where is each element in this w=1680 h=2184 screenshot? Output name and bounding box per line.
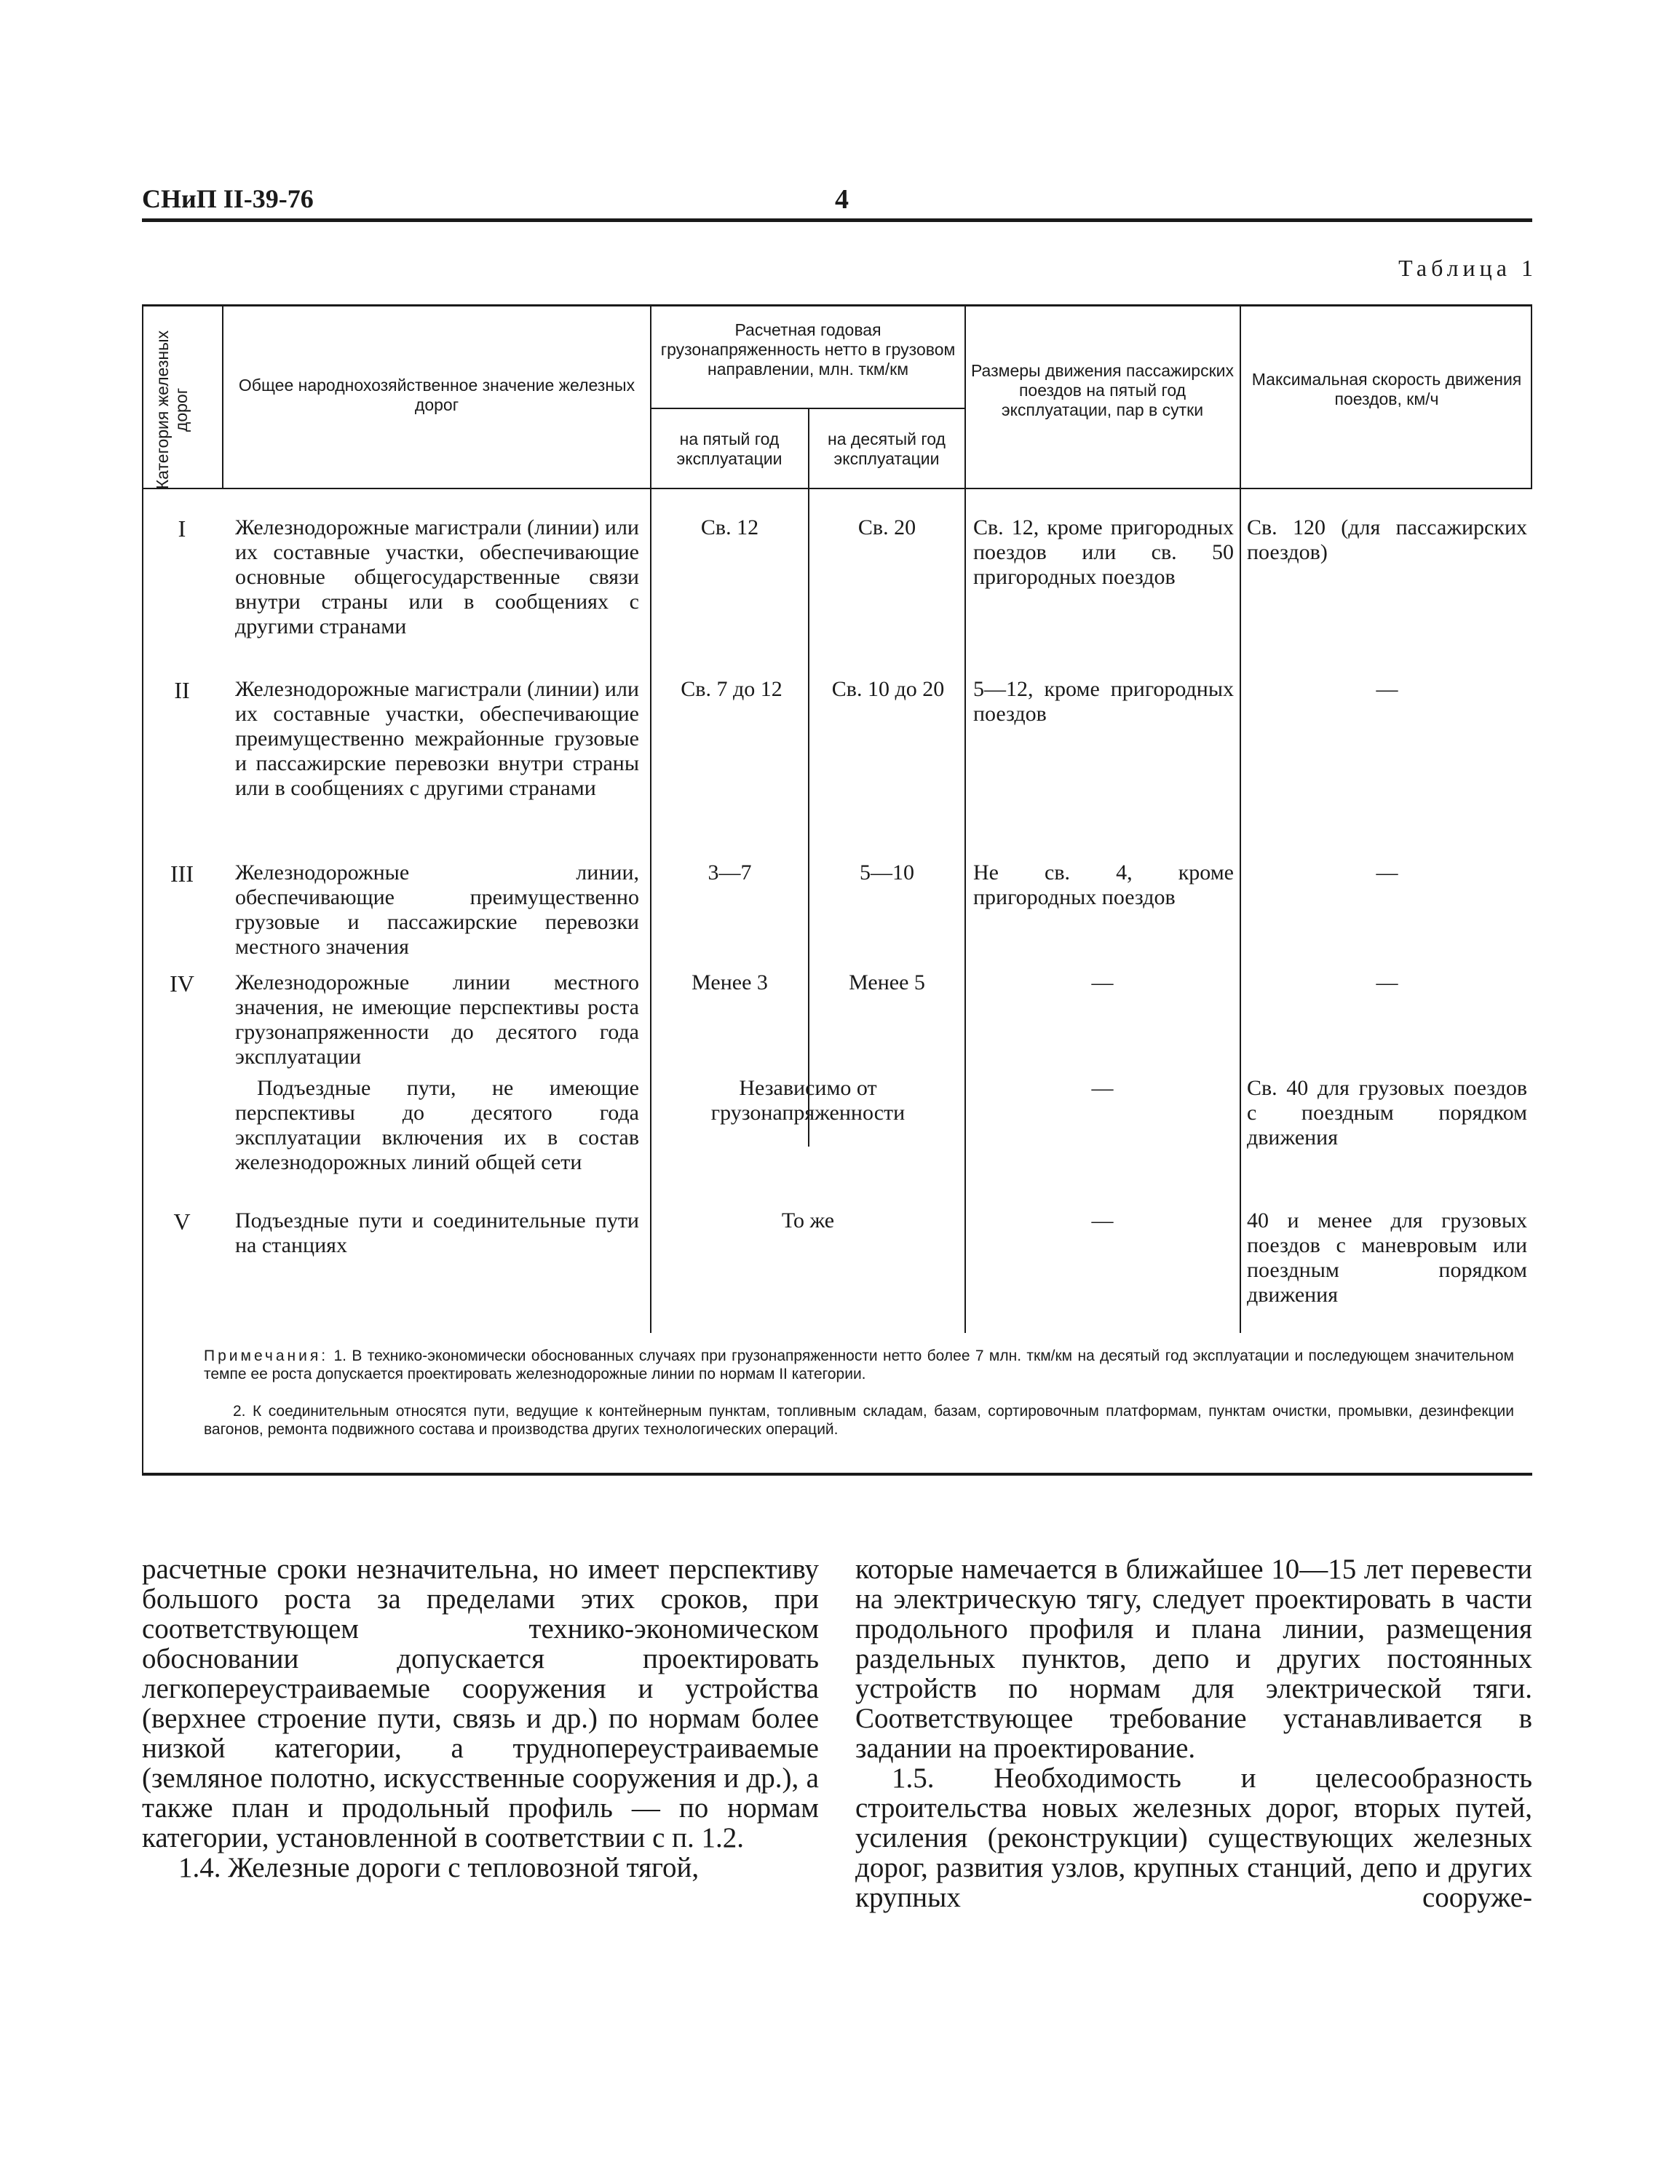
row-2-category: II	[174, 677, 190, 703]
row-6-freight-merged: То же	[781, 1208, 835, 1233]
row-4-significance: Железнодорожные линии местного значения, не имеющие перспективы роста грузонапряженности до десятого года эксплуатации	[235, 970, 639, 1069]
row-5-passenger: —	[1091, 1076, 1114, 1100]
left-paragraph-1: расчетные сроки незначительна, но имеет перспективу большого роста за пределами этих сроков, при соответствующем технико-экономическом обосновании допускается проектировать легкопереустраиваемые сооружения и устройства (верхнее строение пути, связь и др.) по нормам более низкой категории, а труднопереустраиваемые (земляное полотно, искусственные сооружения и др.), а также план и продольный профиль — по нормам категории, установленной в соответствии с п. 1.2.	[142, 1554, 819, 1853]
page-header	[142, 183, 1532, 220]
row-1-fifth-year: Св. 12	[700, 515, 759, 539]
right-paragraph-1: которые намечается в ближайшее 10—15 лет перевести на электрическую тягу, следует проектировать в части продольного профиля и плана линии, размещения раздельных пунктов, депо и других постоянных устройств по нормам для электрической тяги. Соответствующее требование устанавливается в задании на проектирование.	[855, 1554, 1532, 1764]
row-4-category: IV	[170, 970, 194, 997]
page-number: 4	[835, 184, 849, 215]
table-caption: Таблица 1	[1398, 255, 1537, 281]
header-bottom-border	[142, 488, 1532, 489]
row-2-max-speed: —	[1376, 677, 1398, 701]
row-1-max-speed: Св. 120 (для пассажирских поездов)	[1247, 515, 1527, 564]
row-1-passenger: Св. 12, кроме пригородных поездов или св. 50 пригородных поездов	[973, 515, 1234, 589]
row-2-tenth-year: Св. 10 до 20	[831, 677, 945, 701]
body-left-column	[142, 1554, 819, 1883]
table-note-1	[204, 1347, 1514, 1383]
col-divider-5	[1240, 304, 1241, 1333]
left-paragraph-2: 1.4. Железные дороги с тепловозной тягой,	[178, 1852, 700, 1883]
col-divider-2	[650, 304, 651, 1333]
header-tenth-year: на десятый год эксплуатации	[828, 430, 946, 468]
table-right-border	[1531, 304, 1532, 488]
row-6-significance: Подъездные пути и соединительные пути на станциях	[235, 1208, 639, 1257]
col-divider-4	[964, 304, 966, 1333]
table-bottom-border	[142, 1473, 1532, 1476]
row-5-significance: Подъездные пути, не имеющие перспективы до десятого года эксплуатации включения их в состав железнодорожных линий общей сети	[235, 1076, 639, 1174]
row-5-freight-merged: Независимо от грузонапряженности	[710, 1076, 906, 1125]
row-4-fifth-year: Менее 3	[692, 970, 768, 994]
header-max-speed: Максимальная скорость движения поездов, км/ч	[1251, 370, 1522, 408]
row-4-tenth-year: Менее 5	[849, 970, 925, 994]
col-divider-1	[222, 304, 223, 488]
header-significance: Общее народнохозяйственное значение железных дорог	[238, 376, 635, 414]
table-left-border	[142, 304, 143, 1474]
row-2-passenger: 5—12, кроме пригородных поездов	[973, 677, 1234, 726]
row-1-tenth-year: Св. 20	[857, 515, 916, 539]
row-4-passenger: —	[1091, 970, 1114, 994]
header-fifth-year: на пятый год эксплуатации	[676, 430, 782, 468]
row-1-significance: Железнодорожные магистрали (линии) или их составные участки, обеспечивающие основные общегосударственные связи внутри страны или в сообщениях с другими странами	[235, 515, 639, 638]
row-3-category: III	[170, 860, 194, 887]
row-5-max-speed: Св. 40 для грузовых поездов с поездным порядком движения	[1247, 1076, 1527, 1150]
table-note-2: 2. К соединительным относятся пути, ведущие к контейнерным пунктам, топливным складам, базам, сортировочным платформам, пунктам очистки, промывки, дезинфекции вагонов, ремонта подвижного состава и производства других технологических операций.	[204, 1403, 1514, 1438]
row-2-fifth-year: Св. 7 до 12	[681, 677, 782, 701]
right-paragraph-2: 1.5. Необходимость и целесообразность строительства новых железных дорог, вторых путей, усиления (реконструкции) существующих железных дорог, развития узлов, крупных станций, депо и других крупных сооруже-	[855, 1762, 1532, 1913]
table-top-border	[142, 304, 1532, 306]
subheader-divider	[650, 408, 964, 409]
header-rule	[142, 218, 1532, 222]
railway-category-table	[142, 304, 1532, 1506]
row-4-max-speed: —	[1376, 970, 1398, 994]
header-passenger: Размеры движения пассажирских поездов на пятый год эксплуатации, пар в сутки	[970, 361, 1234, 419]
row-3-max-speed: —	[1376, 860, 1398, 885]
row-6-max-speed: 40 и менее для грузовых поездов с маневровым или поездным порядком движения	[1247, 1208, 1527, 1307]
note-1-text: 1. В технико-экономически обоснованных случаях при грузонапряженности нетто более 7 млн. ткм/км на десятый год эксплуатации и последующем значительном темпе ее роста допускается проектировать железнодорожные линии по нормам II категории.	[204, 1348, 1514, 1382]
notes-label: Примечания:	[204, 1348, 329, 1364]
row-3-significance: Железнодорожные линии, обеспечивающие преимущественно грузовые и пассажирские перевозки местного значения	[235, 860, 639, 959]
row-3-tenth-year: 5—10	[860, 860, 914, 885]
row-3-passenger: Не св. 4, кроме пригородных поездов	[973, 860, 1234, 909]
row-3-fifth-year: 3—7	[708, 860, 752, 885]
header-freight-group: Расчетная годовая грузонапряженность нетто в грузовом направлении, млн. ткм/км	[660, 320, 956, 379]
row-2-significance: Железнодорожные магистрали (линии) или их составные участки, обеспечивающие преимущественно межрайонные грузовые и пассажирские перевозки внутри страны или в сообщениях с другими странами	[235, 677, 639, 800]
header-category: Категория железных дорог	[153, 330, 191, 490]
row-1-category: I	[178, 515, 186, 542]
body-right-column	[855, 1554, 1532, 1912]
row-6-passenger: —	[1091, 1208, 1114, 1233]
row-6-category: V	[173, 1208, 191, 1235]
document-code: СНиП II-39-76	[142, 184, 314, 213]
